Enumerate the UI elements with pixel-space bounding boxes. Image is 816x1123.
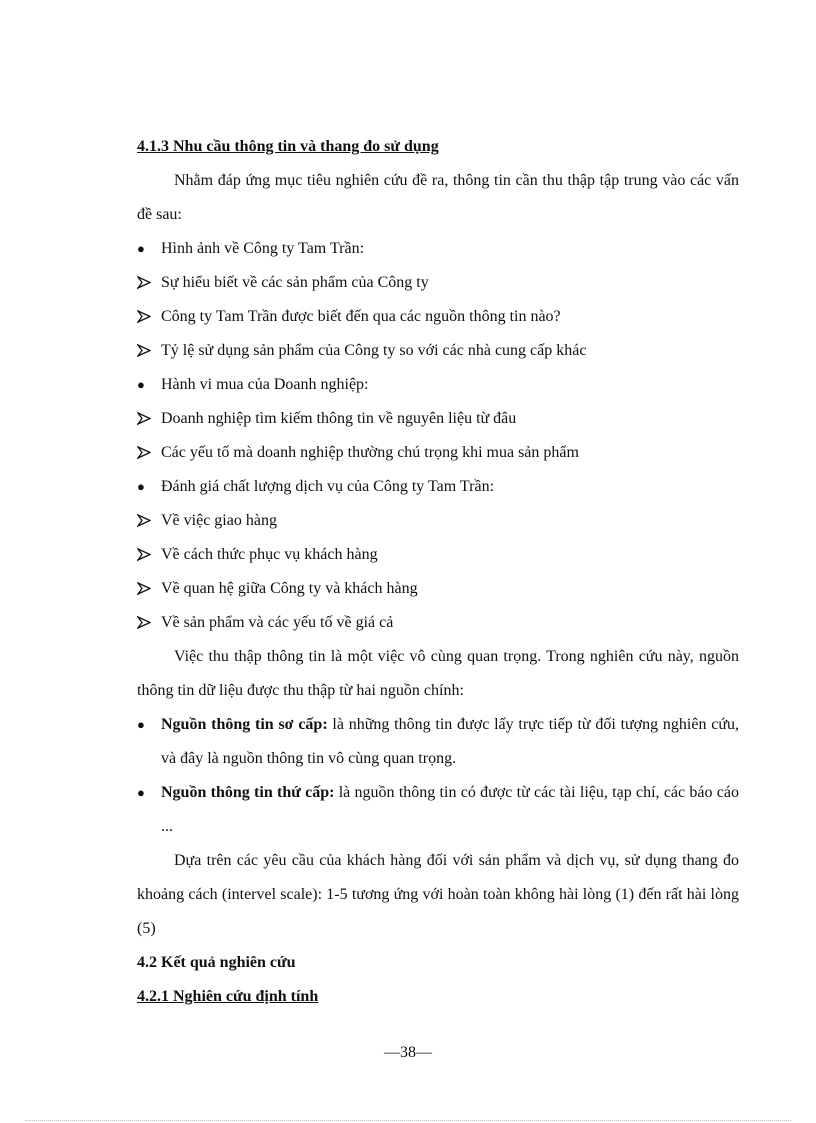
list-item: Các yếu tố mà doanh nghiệp thường chú trọng khi mua sản phẩm bbox=[137, 436, 739, 470]
bullet-icon: ● bbox=[137, 717, 145, 732]
list-item: Về quan hệ giữa Công ty và khách hàng bbox=[137, 572, 739, 606]
arrow-bullet-icon bbox=[137, 538, 155, 561]
arrow-bullet-icon bbox=[137, 266, 155, 289]
section-heading-4-2: 4.2 Kết quả nghiên cứu bbox=[137, 954, 296, 971]
list-item: Về cách thức phục vụ khách hàng bbox=[137, 538, 739, 572]
list-item: Doanh nghiệp tìm kiếm thông tin về nguyên liệu từ đâu bbox=[137, 402, 739, 436]
intro-paragraph: Nhằm đáp ứng mục tiêu nghiên cứu đề ra, thông tin cần thu thập tập trung vào các vấn đề sau: bbox=[137, 172, 739, 223]
source-description: là những thông tin được lấy trực tiếp từ đối tượng nghiên cứu, và đây là nguồn thông tin vô cùng quan trọng. bbox=[161, 716, 740, 767]
list-item: ● Hình ảnh về Công ty Tam Trần: bbox=[137, 232, 739, 266]
source-description: là nguồn thông tin có được từ các tài liệu, tạp chí, các báo cáo ... bbox=[161, 784, 739, 835]
arrow-bullet-icon bbox=[137, 436, 155, 459]
page-number: —38— bbox=[384, 1044, 432, 1061]
sources-intro-paragraph: Việc thu thập thông tin là một việc vô cùng quan trọng. Trong nghiên cứu này, nguồn thông tin dữ liệu được thu thập từ hai nguồn chính: bbox=[137, 648, 739, 699]
arrow-bullet-icon bbox=[137, 606, 155, 629]
section-heading-4-2-1: 4.2.1 Nghiên cứu định tính bbox=[137, 988, 319, 1005]
arrow-bullet-icon bbox=[137, 504, 155, 527]
arrow-bullet-icon bbox=[137, 402, 155, 425]
bullet-icon: ● bbox=[137, 377, 145, 392]
page-bottom-divider bbox=[25, 1120, 791, 1121]
bullet-icon: ● bbox=[137, 241, 145, 256]
list-item: ● Đánh giá chất lượng dịch vụ của Công ty Tam Trần: bbox=[137, 470, 739, 504]
arrow-bullet-icon bbox=[137, 572, 155, 595]
bullet-icon: ● bbox=[137, 785, 145, 800]
arrow-bullet-icon bbox=[137, 334, 155, 357]
page-content bbox=[137, 130, 739, 1014]
list-item: Tỷ lệ sử dụng sản phẩm của Công ty so với các nhà cung cấp khác bbox=[137, 334, 739, 368]
info-needs-list bbox=[137, 232, 739, 640]
list-item: ● Hành vi mua của Doanh nghiệp: bbox=[137, 368, 739, 402]
sources-list bbox=[137, 708, 739, 844]
bullet-icon: ● bbox=[137, 479, 145, 494]
source-term: Nguồn thông tin thứ cấp: bbox=[161, 784, 335, 801]
list-item bbox=[137, 776, 739, 844]
list-item: Về sản phẩm và các yếu tố về giá cả bbox=[137, 606, 739, 640]
section-heading-4-1-3: 4.1.3 Nhu cầu thông tin và thang đo sử dụng bbox=[137, 138, 439, 155]
list-item: Về việc giao hàng bbox=[137, 504, 739, 538]
list-item: Công ty Tam Trần được biết đến qua các nguồn thông tin nào? bbox=[137, 300, 739, 334]
list-item bbox=[137, 708, 739, 776]
scale-paragraph: Dựa trên các yêu cầu của khách hàng đối với sản phẩm và dịch vụ, sử dụng thang đo khoảng cách (intervel scale): 1-5 tương ứng với hoàn toàn không hài lòng (1) đến rất hài lòng (5) bbox=[137, 852, 739, 937]
list-item: Sự hiểu biết về các sản phẩm của Công ty bbox=[137, 266, 739, 300]
source-term: Nguồn thông tin sơ cấp: bbox=[161, 716, 328, 733]
arrow-bullet-icon bbox=[137, 300, 155, 323]
